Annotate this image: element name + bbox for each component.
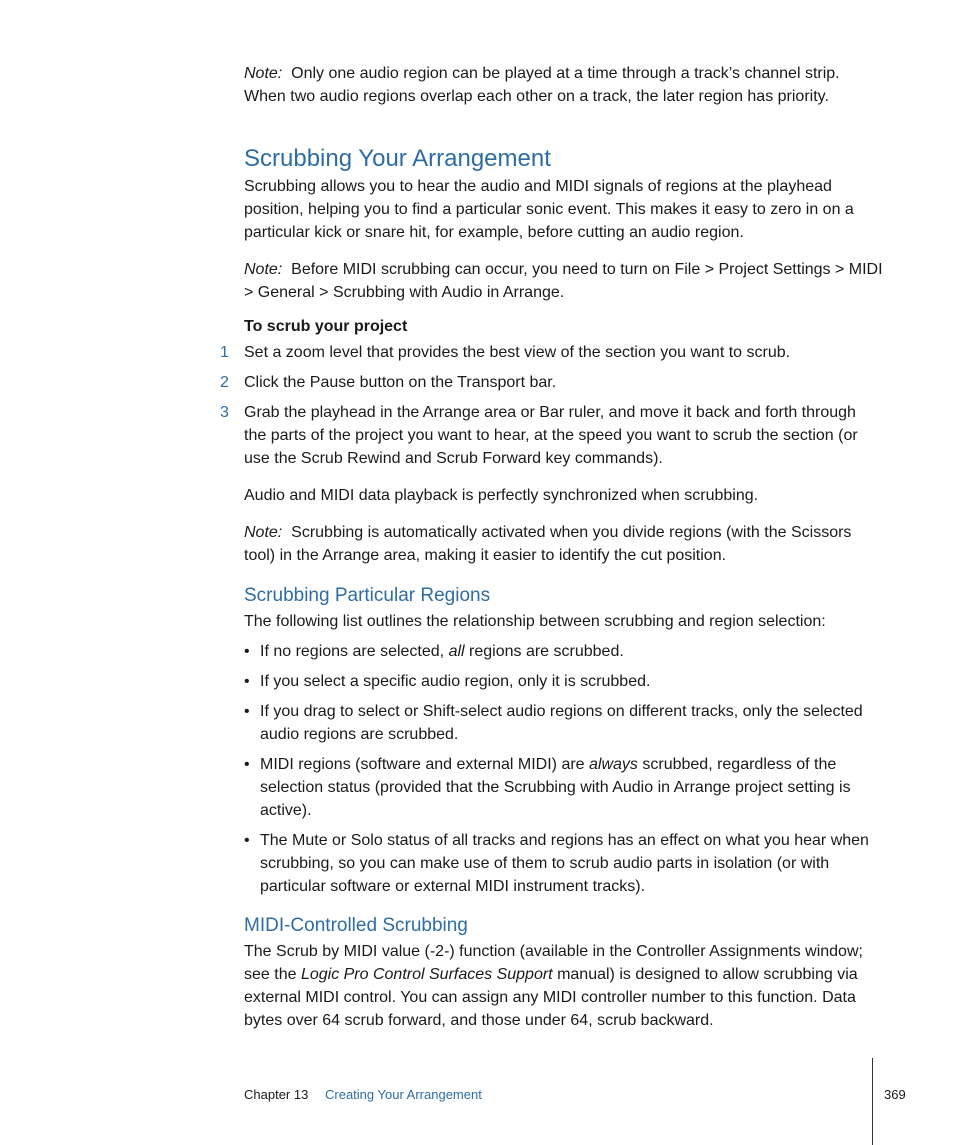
list-item-text: MIDI regions (software and external MIDI) are always scrubbed, regardless of the selection status (provided that the Scrubbing with Audio in Arrange project setting is active). <box>260 756 851 819</box>
procedure-title: To scrub your project <box>244 318 408 335</box>
note-text: Before MIDI scrubbing can occur, you need to turn on File > Project Settings > MIDI > General > Scrubbing with Audio in Arrange. <box>244 261 883 301</box>
step-number: 1 <box>220 344 229 361</box>
bullet-marker: • <box>244 643 250 660</box>
bullet-marker: • <box>244 703 250 720</box>
note-text: Only one audio region can be played at a time through a track’s channel strip. When two audio regions overlap each other on a track, the later region has priority. <box>244 65 840 105</box>
note-label: Note: <box>244 65 283 82</box>
list-item-text: If you select a specific audio region, only it is scrubbed. <box>260 673 651 690</box>
step-number: 2 <box>220 374 229 391</box>
note-paragraph <box>244 521 884 567</box>
section-intro-paragraph: The following list outlines the relationship between scrubbing and region selection: <box>244 613 826 630</box>
bullet-marker: • <box>244 673 250 690</box>
footer-chapter-label: Chapter 13 <box>244 1087 309 1102</box>
footer-divider <box>872 1058 873 1145</box>
note-label: Note: <box>244 261 283 278</box>
body-paragraph: Audio and MIDI data playback is perfectly synchronized when scrubbing. <box>244 487 759 504</box>
step-text: Grab the playhead in the Arrange area or Bar ruler, and move it back and forth through the parts of the project you want to hear, at the speed you want to scrub the section (or use the Scrub Rewind and Scrub Forward key commands). <box>244 404 858 467</box>
note-paragraph <box>244 62 884 108</box>
step-number: 3 <box>220 404 229 421</box>
note-text: Scrubbing is automatically activated when you divide regions (with the Scissors tool) in the Arrange area, making it easier to identify the cut position. <box>244 524 852 564</box>
page-number: 369 <box>884 1087 906 1102</box>
bullet-marker: • <box>244 832 250 849</box>
list-item-text: If you drag to select or Shift-select audio regions on different tracks, only the selected audio regions are scrubbed. <box>260 703 863 743</box>
list-item-text: The Mute or Solo status of all tracks and regions has an effect on what you hear when scrubbing, so you can make use of them to scrub audio parts in isolation (or with particular software or external MIDI instrument tracks). <box>260 832 869 895</box>
footer-chapter-title: Creating Your Arrangement <box>325 1087 482 1102</box>
section-heading-midi-controlled-scrubbing: MIDI-Controlled Scrubbing <box>244 915 468 936</box>
emphasis: Logic Pro Control Surfaces Support <box>300 966 553 983</box>
note-paragraph <box>244 258 884 304</box>
emphasis: always <box>589 756 638 773</box>
note-label: Note: <box>244 524 283 541</box>
body-paragraph: The Scrub by MIDI value (-2-) function (available in the Controller Assignments window; see the Logic Pro Control Surfaces Support manual) is designed to allow scrubbing via external MIDI control. You can assign any MIDI controller number to this function. Data bytes over 64 scrub forward, and those under 64, scrub backward. <box>244 943 863 1029</box>
step-text: Set a zoom level that provides the best view of the section you want to scrub. <box>244 344 791 361</box>
emphasis: all <box>448 643 465 660</box>
section-heading-scrubbing-particular-regions: Scrubbing Particular Regions <box>244 585 491 606</box>
list-item-text: If no regions are selected, all regions are scrubbed. <box>260 643 624 660</box>
section-intro-paragraph: Scrubbing allows you to hear the audio and MIDI signals of regions at the playhead position, helping you to find a particular sonic event. This makes it easy to zero in on a particular kick or snare hit, for example, before cutting an audio region. <box>244 178 854 241</box>
bullet-marker: • <box>244 756 250 773</box>
section-heading-scrubbing-your-arrangement: Scrubbing Your Arrangement <box>244 145 551 172</box>
step-text: Click the Pause button on the Transport bar. <box>244 374 557 391</box>
